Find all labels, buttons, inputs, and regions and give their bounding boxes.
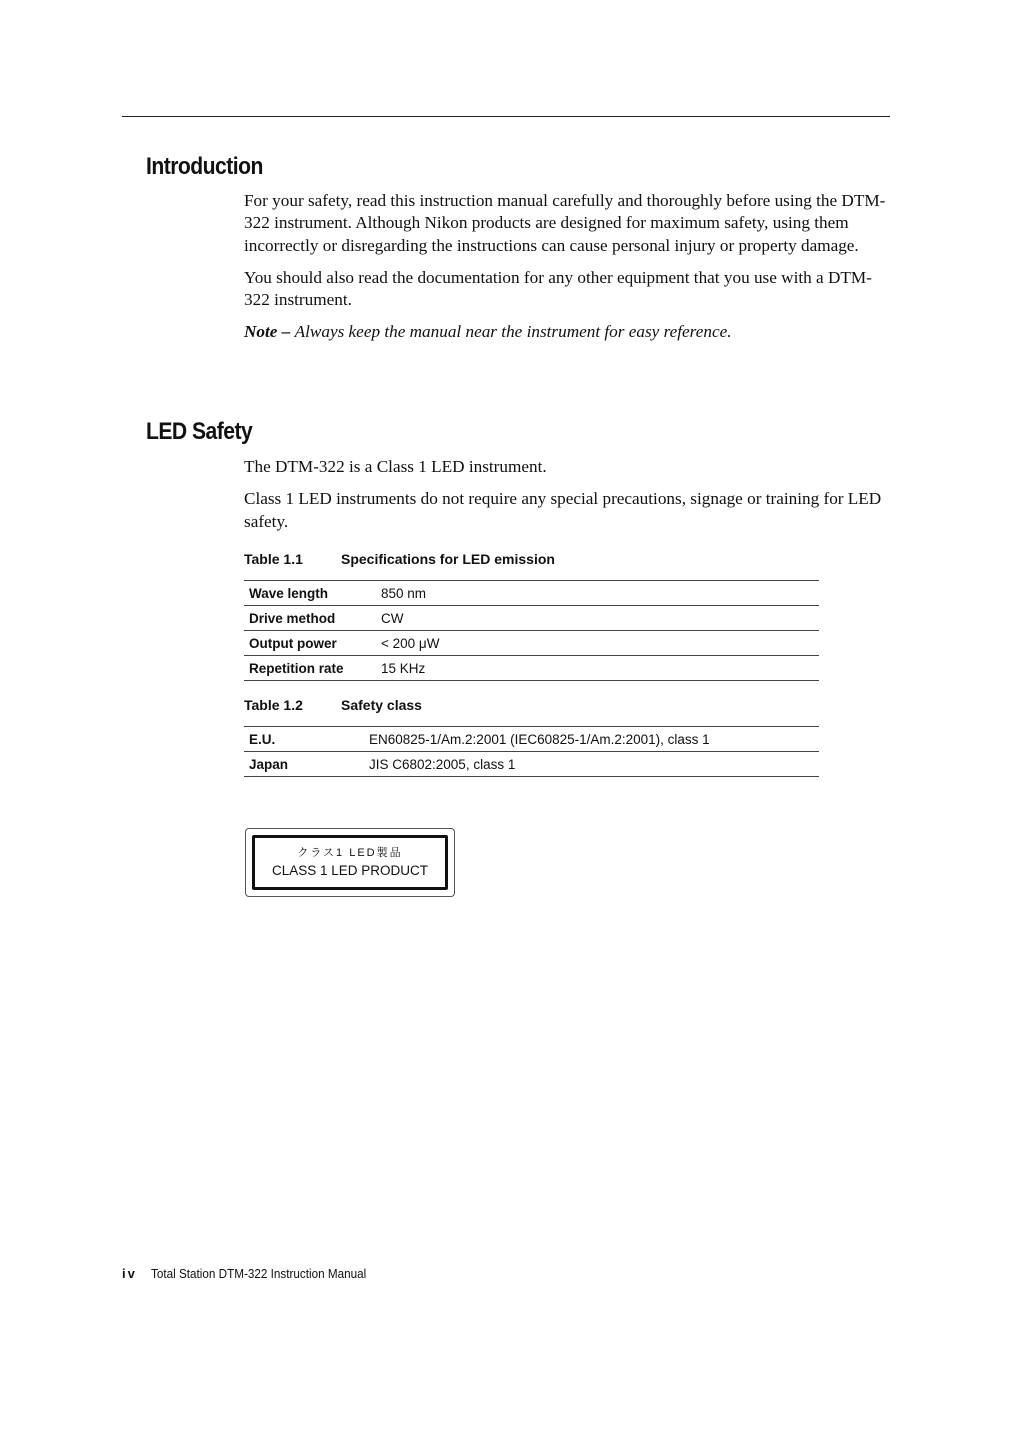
table-row-key: Drive method [244, 606, 376, 631]
label-japanese-text: クラス1 LED製品 [297, 847, 403, 859]
page-number: iv [122, 1266, 137, 1281]
led-safety-body [244, 456, 890, 543]
introduction-heading: Introduction [146, 153, 263, 180]
footer-title: Total Station DTM-322 Instruction Manual [150, 1266, 367, 1281]
header-rule [122, 116, 890, 117]
label-english-text: CLASS 1 LED PRODUCT [271, 863, 429, 878]
page-footer [122, 1265, 390, 1283]
table-row [244, 606, 819, 631]
table-row [244, 727, 819, 752]
note-text: Always keep the manual near the instrument for easy reference. [294, 322, 732, 342]
table-row-key: E.U. [244, 727, 364, 752]
table-row-key: Wave length [244, 581, 376, 606]
table-row-value: EN60825-1/Am.2:2001 (IEC60825-1/Am.2:2001), class 1 [364, 727, 819, 752]
table-2-caption [244, 697, 422, 713]
table-row-key: Japan [244, 752, 364, 777]
table-row [244, 656, 819, 681]
introduction-paragraph-1: For your safety, read this instruction manual carefully and thoroughly before using the DTM-322 instrument. Although Nikon products are designed for maximum safety, using them incorrectly or disregarding the instructions can cause personal injury or property damage. [244, 191, 886, 255]
class-1-led-product-label [245, 828, 455, 897]
led-safety-paragraph-2: Class 1 LED instruments do not require any special precautions, signage or training for LED safety. [244, 489, 882, 531]
table-1-caption [244, 551, 555, 567]
table-row-value: 850 nm [376, 581, 819, 606]
table-row-key: Output power [244, 631, 376, 656]
note-label: Note – [244, 322, 291, 342]
introduction-note [244, 321, 890, 343]
led-safety-paragraph-1: The DTM-322 is a Class 1 LED instrument. [244, 457, 547, 476]
table-row [244, 631, 819, 656]
introduction-body [244, 190, 890, 354]
table-row-value: JIS C6802:2005, class 1 [364, 752, 819, 777]
table-2-title: Safety class [341, 697, 422, 713]
label-border [252, 835, 448, 890]
table-row-key: Repetition rate [244, 656, 376, 681]
table-row [244, 581, 819, 606]
table-row [244, 752, 819, 777]
table-1-title: Specifications for LED emission [341, 551, 555, 567]
table-2-number: Table 1.2 [244, 697, 303, 713]
safety-class-table [244, 726, 819, 777]
table-row-value: < 200 μW [376, 631, 819, 656]
led-safety-heading: LED Safety [146, 418, 253, 445]
led-emission-table [244, 580, 819, 681]
table-row-value: CW [376, 606, 819, 631]
table-1-number: Table 1.1 [244, 551, 303, 567]
introduction-paragraph-2: You should also read the documentation for any other equipment that you use with a DTM-322 instrument. [244, 267, 872, 310]
table-row-value: 15 KHz [376, 656, 819, 681]
